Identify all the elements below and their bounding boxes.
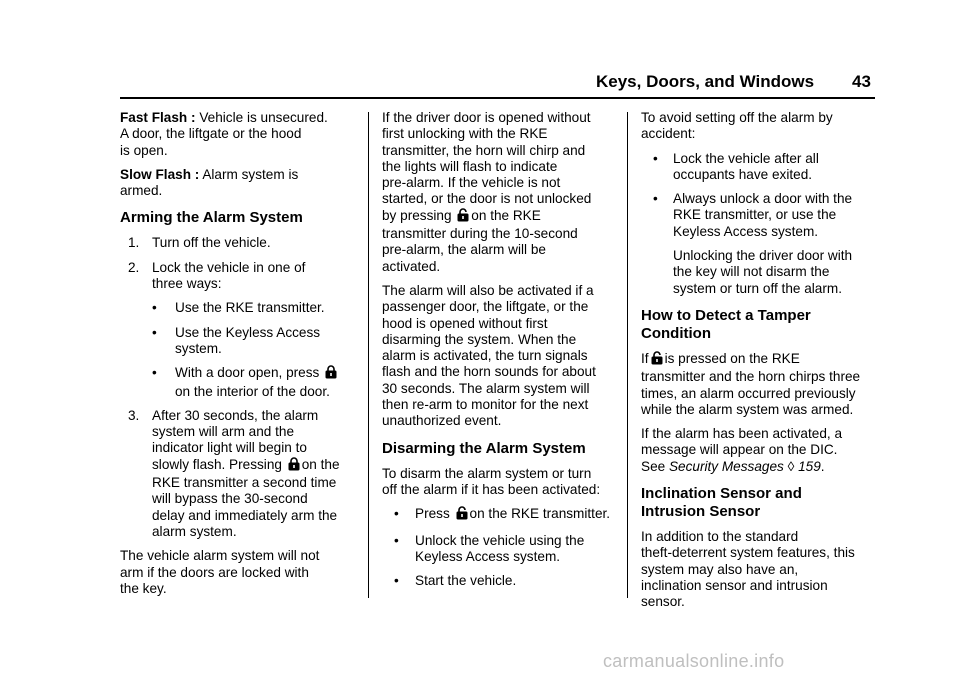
security-messages-link[interactable]: Security Messages bbox=[668, 458, 784, 474]
slow-flash-paragraph: Slow Flash : Alarm system is armed. bbox=[120, 166, 299, 199]
column-3 bbox=[641, 110, 877, 619]
list-item: • With a door open, press on the interior of the door. bbox=[120, 365, 356, 400]
list-item: • Use the RKE transmitter. bbox=[152, 300, 325, 316]
list-item: • Always unlock a door with the RKE transmitter, or use the Keyless Access system. bbox=[653, 191, 853, 239]
fast-flash-paragraph: Fast Flash : Vehicle is unsecured. A door, the liftgate or the hood is open. bbox=[120, 110, 328, 158]
disarming-heading: Disarming the Alarm System bbox=[382, 439, 586, 457]
disarm-intro: To disarm the alarm system or turn off the alarm if it has been activated: bbox=[382, 465, 601, 497]
list-item: 3. After 30 seconds, the alarm system will arm and the indicator light will begin to slowly flash. Pressing on the RKE transmitter a second time will bypass the 30-second delay and immediately arm the alarm system. bbox=[128, 407, 340, 539]
page-number: 43 bbox=[852, 72, 871, 91]
dic-paragraph: If the alarm has been activated, a message will appear on the DIC. See Security Messages ◊ 159. bbox=[641, 426, 843, 474]
unlock-icon bbox=[457, 208, 469, 226]
list-item: • Press on the RKE transmitter. bbox=[382, 506, 612, 524]
lock-icon bbox=[288, 457, 300, 475]
watermark: carmanualsonline.info bbox=[603, 651, 785, 671]
inclination-paragraph: In addition to the standard theft-deterrent system features, this system may also have an, inclination sensor and intrusion sensor. bbox=[641, 529, 855, 610]
column-1 bbox=[120, 110, 356, 605]
page-ref-arrow: ◊ bbox=[787, 458, 795, 474]
tamper-paragraph: If is pressed on the RKE transmitter and the horn chirps three times, an alarm occurred previously while the alarm system was armed. bbox=[641, 350, 861, 417]
list-item: • Unlock the vehicle using the Keyless Access system. bbox=[394, 532, 585, 564]
unlock-icon bbox=[651, 351, 663, 369]
column-2 bbox=[382, 110, 612, 597]
column-divider-1 bbox=[368, 112, 369, 598]
avoid-paragraph: To avoid setting off the alarm by accident: bbox=[641, 110, 833, 142]
page-ref[interactable]: 159 bbox=[798, 458, 821, 474]
section-title: Keys, Doors, and Windows bbox=[596, 72, 815, 91]
list-item: • Start the vehicle. bbox=[394, 573, 517, 589]
note-paragraph: The vehicle alarm system will not arm if the doors are locked with the key. bbox=[120, 548, 320, 596]
column-divider-2 bbox=[627, 112, 628, 598]
list-item: • Use the Keyless Access system. bbox=[152, 324, 321, 356]
tamper-heading: How to Detect a Tamper Condition bbox=[641, 306, 811, 342]
list-item: • Lock the vehicle after all occupants have exited. bbox=[653, 150, 819, 182]
list-item: 2. Lock the vehicle in one of three ways: bbox=[128, 259, 306, 292]
activation-paragraph: The alarm will also be activated if a passenger door, the liftgate, or the hood is opened without first disarming the system. When the alarm is activated, the turn signals flash and the horn sounds for about 30 seconds. The alarm system will then re-arm to monitor for the next unauthorized event. bbox=[382, 282, 596, 429]
list-item: 1. Turn off the vehicle. bbox=[128, 235, 271, 251]
prealarm-paragraph: If the driver door is opened without first unlocking with the RKE transmitter, the horn will chirp and the lights will flash to indicate pre-alarm. If the vehicle is not started, or the door is not unlocked by pressing on the RKE transmitter during the 10-second pre-alarm, the alarm will be activated. bbox=[382, 110, 592, 274]
lock-icon bbox=[325, 365, 337, 383]
unlock-icon bbox=[456, 506, 468, 524]
inclination-heading: Inclination Sensor and Intrusion Sensor bbox=[641, 485, 802, 521]
header-rule bbox=[120, 97, 875, 99]
arming-heading: Arming the Alarm System bbox=[120, 209, 303, 227]
indented-note: Unlocking the driver door with the key will not disarm the system or turn off the alarm. bbox=[673, 248, 853, 296]
